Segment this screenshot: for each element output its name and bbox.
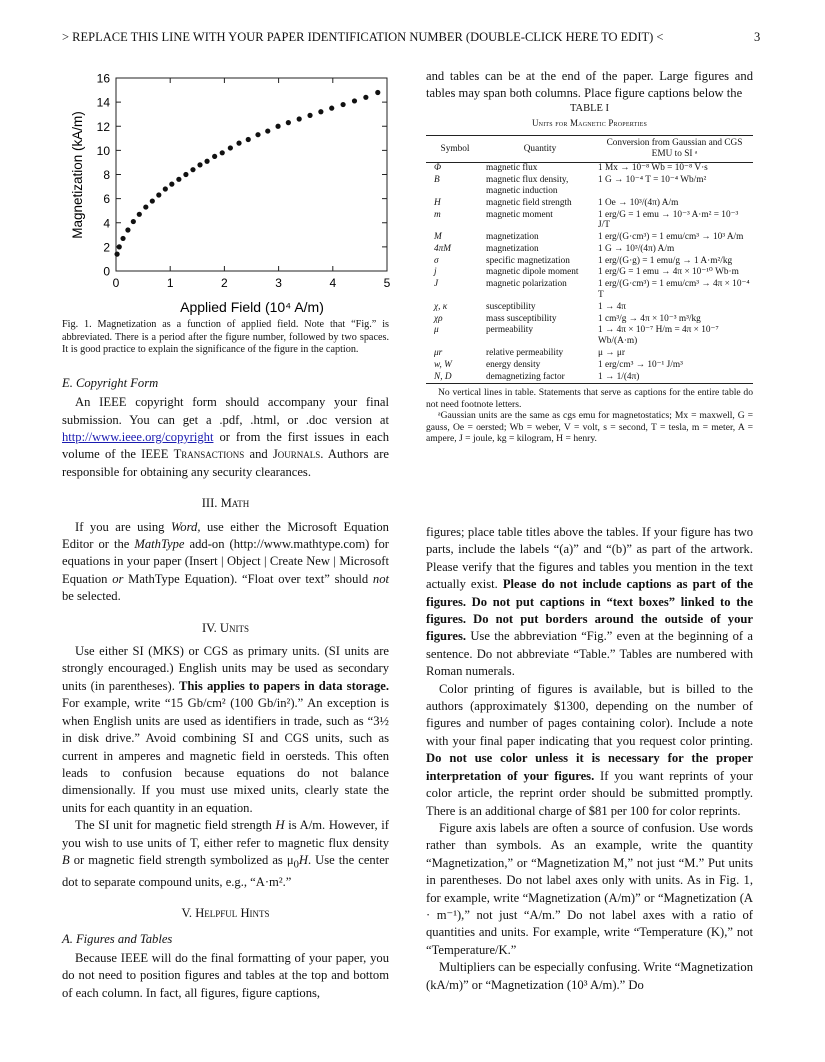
table-cell: μr [434, 348, 443, 359]
y-tick-label: 14 [96, 95, 110, 110]
copyright-link[interactable]: http://www.ieee.org/copyright [62, 430, 214, 444]
table-cell: B [434, 175, 440, 186]
table-cell: magnetization [486, 232, 539, 243]
data-point [156, 192, 161, 197]
data-point [143, 204, 148, 209]
data-point [340, 102, 345, 107]
table-row [426, 267, 753, 279]
table-note: No vertical lines in table. Statements that serve as captions for the entire table do not need footnote letters. ᵃGaussian units are the same as cgs emu for magnetostatics; Mx = maxwell, G = gauss, Oe = oersted; Wb = weber, V = volt, s = second, T = tesla, m = meter, A = ampere, J = joule, kg = kilogram, H = henry. [426, 386, 753, 445]
table-row [426, 371, 753, 383]
subsection-heading-figures: A. Figures and Tables [62, 931, 173, 946]
data-point [137, 212, 142, 217]
table-cell: magnetic flux [486, 163, 538, 174]
data-point [120, 236, 125, 241]
page-number: 3 [754, 30, 761, 44]
table-cell: specific magnetization [486, 255, 570, 266]
paragraph-right-3: Figure axis labels are often a source of confusion. Use words rather than symbols. As an example, write the quantity “Magnetization,” or “Magnetization M,” not just “M.” Put units in parentheses. Do not label axes only with units. As in Fig. 1, for example, write “Magnetization (A/m)” or “Magnetization (A · m⁻¹),” not just “A/m.” Do not label axes with a ratio of quantities and units. For example, write “Temperature (K),” not “Temperature/K.” [426, 820, 753, 957]
table-row [426, 197, 753, 209]
data-point [375, 90, 380, 95]
data-point [228, 145, 233, 150]
table-row [426, 348, 753, 360]
table-cell: relative permeability [486, 348, 564, 359]
table-cell: magnetic field strength [486, 197, 572, 208]
data-point [163, 186, 168, 191]
data-point [190, 167, 195, 172]
table-cell: σ [434, 255, 439, 266]
left-column [62, 60, 389, 1002]
y-tick-label: 4 [103, 216, 110, 231]
table-cell: H [434, 197, 441, 208]
table-cell: 1 cm³/g → 4π × 10⁻³ m³/kg [598, 313, 701, 324]
table-cell: J [434, 279, 439, 290]
y-tick-label: 0 [103, 264, 110, 279]
table-cell: 1 erg/cm³ → 10⁻¹ J/m³ [598, 359, 683, 370]
table-cell: χρ [434, 313, 443, 324]
table-cell: N, D [434, 371, 452, 382]
data-point [204, 159, 209, 164]
figure-caption: Fig. 1. Magnetization as a function of applied field. Note that “Fig.” is abbreviated. There is a period after the figure number, followed by two spaces. It is good practice to explain the significance of the figure in the caption. [62, 319, 389, 356]
table-header-row [426, 136, 753, 163]
table-row [426, 301, 753, 313]
table-row [426, 359, 753, 371]
table-cell: μ → μr [598, 348, 626, 359]
data-point [329, 106, 334, 111]
data-point [220, 150, 225, 155]
header-title: > REPLACE THIS LINE WITH YOUR PAPER IDENTIFICATION NUMBER (DOUBLE-CLICK HERE TO EDIT) < [62, 30, 664, 44]
paragraph-units-1: Use either SI (MKS) or CGS as primary units. (SI units are strongly encouraged.) English units may be used as secondary units (in parentheses). This applies to papers in data storage. For example, write “15 Gb/cm² (100 Gb/in²).” An exception is when English units are used as identifiers in trade, such as “3½ in disk drive.” Avoid combining SI and CGS units, such as current in amperes and magnetic field in oersteds. This often leads to confusion because equations do not balance dimensionally. If you must use mixed units, clearly state the units for each quantity in an equation. [62, 644, 389, 815]
table-title: TABLE I [569, 102, 610, 114]
table-cell: magnetization [486, 243, 539, 254]
data-point [265, 128, 270, 133]
data-point [131, 219, 136, 224]
table-cell: permeability [486, 325, 533, 336]
paragraph-copyright: An IEEE copyright form should accompany your final submission. You can get a .pdf, .html, or .doc version at http://www.ieee.org/copyright or from the first issues in each volume of the IEEE Transactions and Journals. Authors are responsible for obtaining any security clearances. [62, 395, 389, 479]
table-cell: M [434, 232, 442, 243]
data-point [150, 198, 155, 203]
table-cell: energy density [486, 359, 541, 370]
units-table [426, 135, 753, 384]
data-point [363, 95, 368, 100]
paragraph-math: If you are using Word, use either the Microsoft Equation Editor or the MathType add-on (http://www.mathtype.com) for equations in your paper (Insert | Object | Create New | Microsoft Equation or MathType Equation). “Float over text” should not be selected. [62, 519, 389, 604]
data-point [275, 124, 280, 129]
right-column-bottom [426, 524, 753, 994]
paragraph-right-4: Multipliers can be especially confusing. Write “Magnetization (kA/m)” or “Magnetization (10³ A/m).” Do [426, 960, 753, 992]
x-tick-label: 3 [275, 276, 282, 290]
table-cell: 4πM [434, 243, 452, 254]
table-cell: susceptibility [486, 301, 536, 312]
table-cell: 1 erg/(G·cm³) = 1 emu/cm³ → 10³ A/m [598, 232, 744, 243]
y-axis-label: Magnetization (kA/m) [70, 111, 85, 239]
x-axis-label: Applied Field (10⁴ A/m) [180, 299, 324, 315]
table-cell: 1 Oe → 10³/(4π) A/m [598, 197, 679, 208]
y-tick-label: 2 [103, 240, 110, 255]
table-cell: w, W [434, 359, 452, 370]
table-cell: j [434, 267, 437, 278]
x-tick-label: 5 [383, 276, 391, 290]
table-row [426, 175, 753, 198]
section-heading-hints: V. Helpful Hints [181, 906, 270, 921]
x-tick-label: 2 [221, 276, 228, 290]
data-point [212, 154, 217, 159]
data-point [117, 244, 122, 249]
table-row [426, 255, 753, 267]
y-tick-label: 6 [103, 192, 110, 207]
table-row [426, 232, 753, 244]
table-header: Symbol [440, 143, 470, 154]
table-subtitle: Units for Magnetic Properties [531, 117, 648, 128]
paragraph-right-1: figures; place table titles above the tables. If your figure has two parts, include the labels “(a)” and “(b)” as part of the artwork. Please verify that the figures and tables you mention in the text actually exist. Please do not include captions as part of the figures. Do not put captions in “text boxes” linked to the figures. Do not put borders around the outside of your figures. Use the abbreviation “Fig.” even at the beginning of a sentence. Do not abbreviate “Table.” Tables are numbered with Roman numerals. [426, 525, 753, 679]
table-header: Quantity [523, 143, 557, 154]
table-cell: μ [434, 325, 439, 336]
x-tick-label: 1 [166, 276, 174, 290]
table-cell: magnetic dipole moment [486, 267, 579, 278]
magnetization-chart [62, 60, 389, 315]
table-cell: 1 Mx → 10⁻⁸ Wb = 10⁻⁸ V·s [598, 163, 708, 174]
data-point [197, 162, 202, 167]
data-point [114, 252, 119, 257]
plot-frame [116, 78, 387, 271]
table-cell: demagnetizing factor [486, 371, 565, 382]
data-point [169, 182, 174, 187]
section-heading-units: IV. Units [201, 620, 250, 635]
table-cell: 1 → 4π × 10⁻⁷ H/m = 4π × 10⁻⁷ Wb/(A·m) [598, 325, 719, 347]
paragraph-right-2: Color printing of figures is available, but is billed to the authors (approximately $1300, depending on the number of figures and number of pages containing color). Include a note with your final paper indicating that you request color printing. Do not use color unless it is necessary for the proper interpretation of your figures. If you want reprints of your color article, the reprint order should be submitted promptly. There is an additional charge of $81 per 100 for color reprints. [426, 681, 753, 818]
data-point [183, 172, 188, 177]
data-point [236, 141, 241, 146]
section-heading-copyright: E. Copyright Form [62, 375, 159, 390]
table-cell: m [434, 209, 441, 220]
table-header: Conversion from Gaussian and CGS EMU to SI ᵃ [606, 138, 743, 160]
data-point [176, 177, 181, 182]
section-heading-math: III. Math [201, 496, 250, 511]
table-row [426, 162, 753, 174]
table-cell: 1 → 1/(4π) [598, 371, 640, 382]
table-cell: 1 G → 10⁻⁴ T = 10⁻⁴ Wb/m² [598, 175, 707, 186]
table-cell: Φ [434, 163, 442, 174]
data-point [307, 113, 312, 118]
y-tick-label: 16 [96, 71, 110, 86]
data-point [352, 98, 357, 103]
table-row [426, 243, 753, 255]
paragraph-right-top: and tables can be at the end of the paper. Large figures and tables may span both columns. Place figure captions below the [426, 69, 753, 101]
x-tick-label: 4 [329, 276, 337, 290]
data-point [246, 137, 251, 142]
table-cell: χ, κ [434, 301, 448, 312]
table-cell: 1 erg/G = 1 emu → 4π × 10⁻¹⁰ Wb·m [598, 267, 739, 278]
table-row [426, 325, 753, 348]
table-cell: magnetic moment [486, 209, 553, 220]
table-cell: 1 erg/(G·cm³) = 1 emu/cm³ → 4π × 10⁻⁴ T [598, 279, 750, 301]
paragraph-hints: Because IEEE will do the final formatting of your paper, you do not need to position figures and tables at the top and bottom of each column. In fact, all figures, figure captions, [62, 951, 389, 1000]
paragraph-units-2: The SI unit for magnetic field strength H is A/m. However, if you wish to use units of T, either refer to magnetic flux density B or magnetic field strength symbolized as $\mu_0H$. Use the center dot to separate compound units, e.g., “A·m².” [62, 818, 389, 889]
x-tick-label: 0 [112, 276, 120, 290]
data-point [286, 120, 291, 125]
right-column-top [426, 68, 753, 445]
table-cell: mass susceptibility [486, 313, 557, 324]
table-cell: magnetic flux density, magnetic induction [486, 175, 569, 196]
y-tick-label: 10 [96, 143, 110, 158]
table-cell: 1 → 4π [598, 301, 626, 312]
data-point [255, 132, 260, 137]
table-cell: magnetic polarization [486, 279, 567, 290]
table-cell: 1 erg/G = 1 emu → 10⁻³ A·m² = 10⁻³ J/T [598, 209, 739, 231]
data-point [318, 109, 323, 114]
table-row [426, 313, 753, 325]
data-point [125, 227, 130, 232]
table-cell: 1 erg/(G·g) = 1 emu/g → 1 A·m²/kg [598, 255, 733, 266]
y-tick-label: 12 [96, 119, 110, 134]
y-tick-label: 8 [103, 168, 110, 182]
table-row [426, 279, 753, 302]
table-row [426, 209, 753, 232]
data-point [297, 116, 302, 121]
table-cell: 1 G → 10³/(4π) A/m [598, 243, 675, 254]
